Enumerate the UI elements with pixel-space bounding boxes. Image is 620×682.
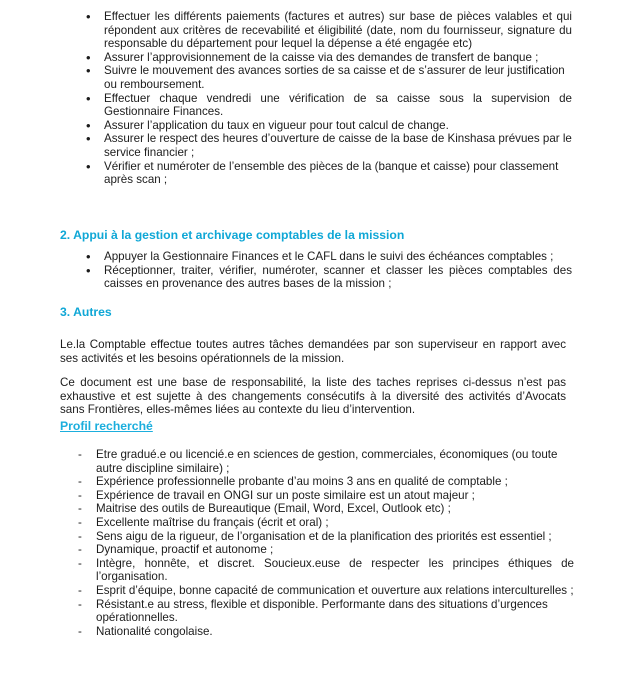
list-item: - Expérience de travail en ONGI sur un poste similaire est un atout majeur ; <box>0 489 574 503</box>
list-item: - Nationalité congolaise. <box>0 625 574 639</box>
responsibilities-list <box>0 10 620 187</box>
section-heading: 3. Autres <box>60 305 112 319</box>
list-item: - Esprit d’équipe, bonne capacité de communication et ouverture aux relations interculturelles ; <box>0 584 574 598</box>
paragraph: Ce document est une base de responsabilité, la liste des taches reprises ci-dessus n’est pas exhaustive et est sujette à des changements consécutifs à la diversité des activités d’Avocats sans Frontières, elles-mêmes liées au contexte du lieu d’intervention. <box>60 376 566 417</box>
list-item: - Maitrise des outils de Bureautique (Email, Word, Excel, Outlook etc) ; <box>0 502 574 516</box>
section2-list <box>0 250 620 291</box>
list-item: - Résistant.e au stress, flexible et disponible. Performante dans des situations d’urgences opérationnelles. <box>0 598 574 625</box>
paragraph: Le.la Comptable effectue toutes autres tâches demandées par son superviseur en rapport avec ses activités et les besoins opérationnels de la mission. <box>60 338 566 365</box>
list-item: - Excellente maîtrise du français (écrit et oral) ; <box>0 516 574 530</box>
list-item: • Effectuer chaque vendredi une vérification de sa caisse sous la supervision de Gestionnaire Finances. <box>0 92 572 119</box>
list-item: - Sens aigu de la rigueur, de l’organisation et de la planification des priorités est essentiel ; <box>0 530 574 544</box>
list-item: • Assurer le respect des heures d’ouverture de caisse de la base de Kinshasa prévues par le service financier ; <box>0 132 572 159</box>
list-item: • Appuyer la Gestionnaire Finances et le CAFL dans le suivi des échéances comptables ; <box>0 250 572 264</box>
list-item: • Assurer l’application du taux en vigueur pour tout calcul de change. <box>0 119 572 133</box>
profile-list <box>0 448 620 638</box>
list-item: - Dynamique, proactif et autonome ; <box>0 543 574 557</box>
list-item: - Etre gradué.e ou licencié.e en sciences de gestion, commerciales, économiques (ou toute autre discipline similaire) ; <box>0 448 574 475</box>
list-item: • Réceptionner, traiter, vérifier, numéroter, scanner et classer les pièces comptables des caisses en provenance des autres bases de la mission ; <box>0 264 572 291</box>
list-item: - Expérience professionnelle probante d’au moins 3 ans en qualité de comptable ; <box>0 475 574 489</box>
list-item: • Suivre le mouvement des avances sorties de sa caisse et de s’assurer de leur justification ou remboursement. <box>0 64 572 91</box>
list-item: • Effectuer les différents paiements (factures et autres) sur base de pièces valables et qui répondent aux critères de recevabilité et éligibilité (date, nom du fournisseur, signature du responsable du département pour lequel la dépense a été engagée etc) <box>0 10 572 51</box>
profile-heading: Profil recherché <box>60 419 153 433</box>
list-item: - Intègre, honnête, et discret. Soucieux.euse de respecter les principes éthiques de l’organisation. <box>0 557 574 584</box>
list-item: • Vérifier et numéroter de l’ensemble des pièces de la (banque et caisse) pour classement après scan ; <box>0 160 572 187</box>
list-item: • Assurer l’approvisionnement de la caisse via des demandes de transfert de banque ; <box>0 51 572 65</box>
section-heading: 2. Appui à la gestion et archivage comptables de la mission <box>60 228 405 242</box>
